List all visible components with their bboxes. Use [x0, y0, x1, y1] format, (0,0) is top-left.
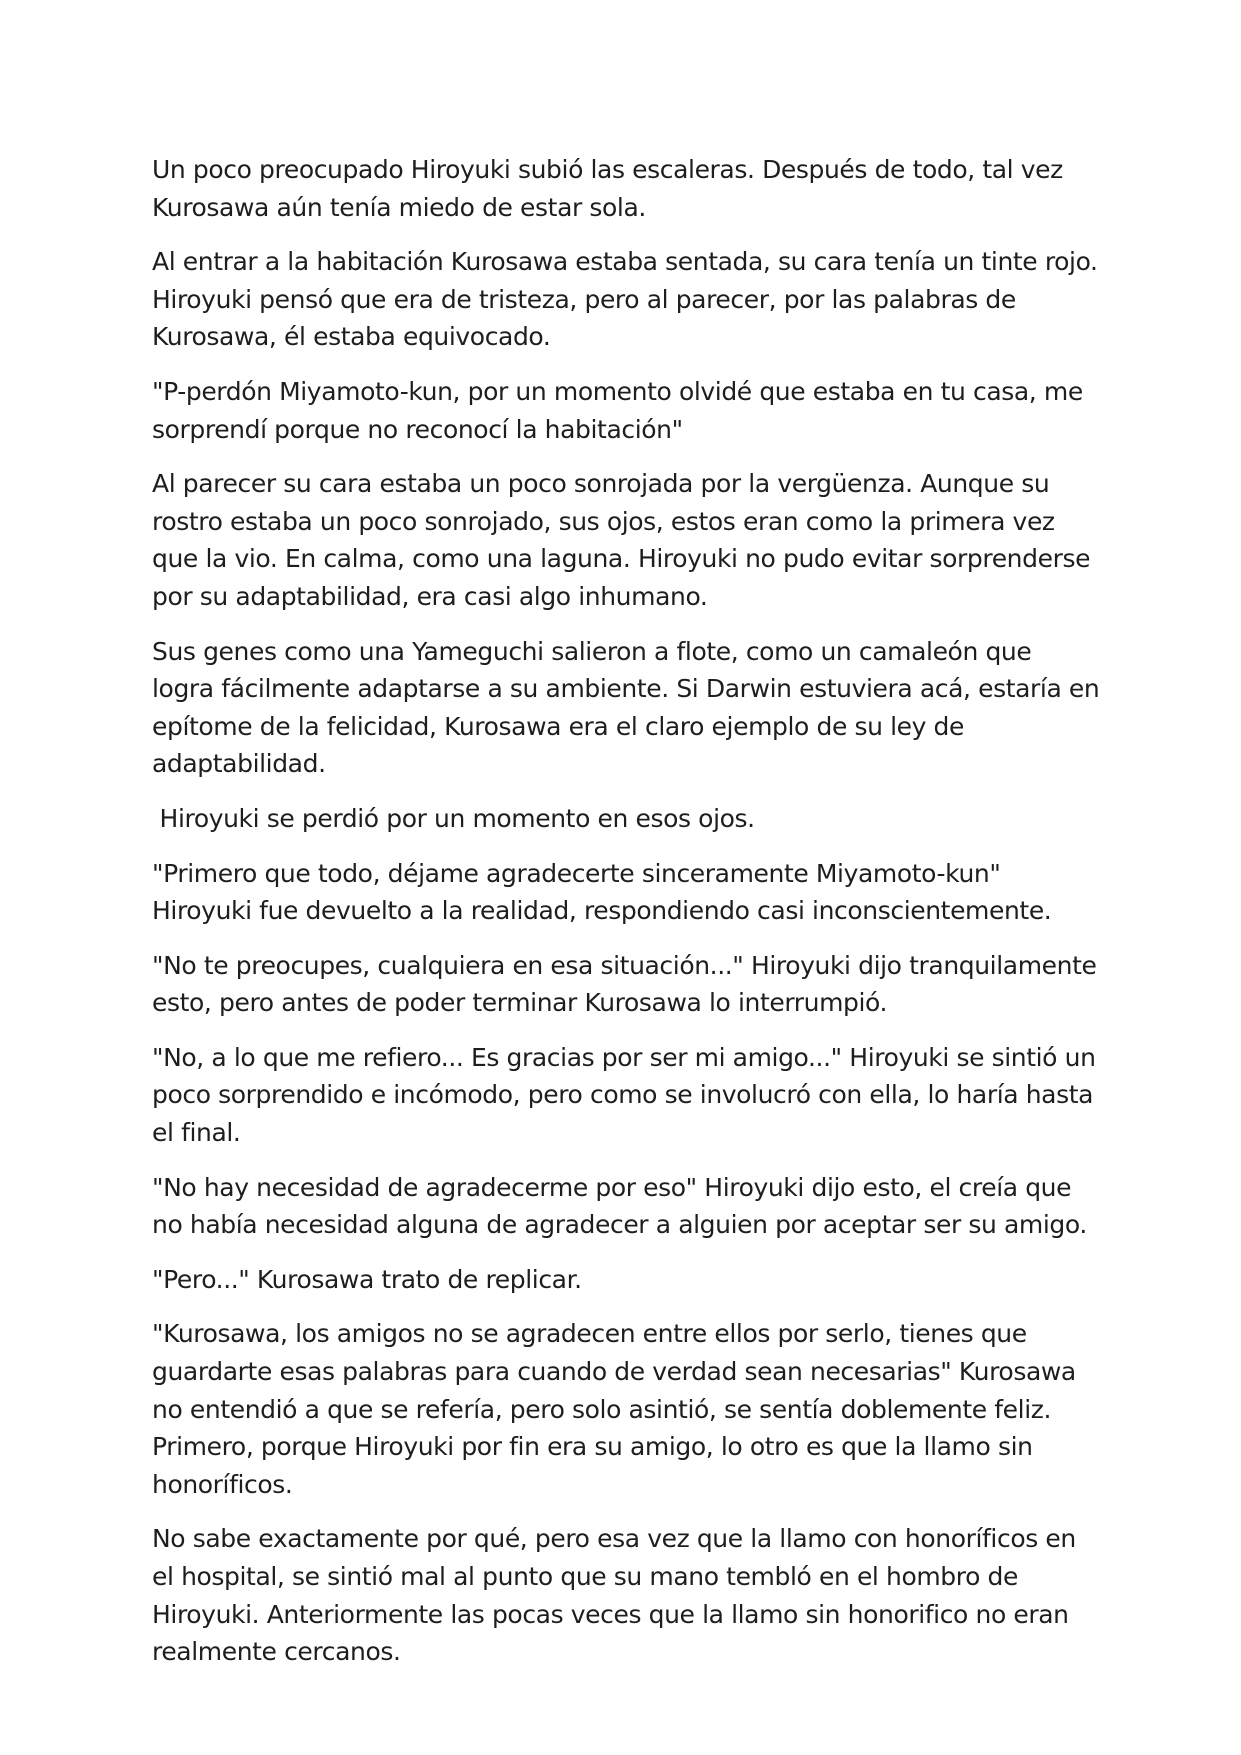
paragraph: "No te preocupes, cualquiera en esa situación..." Hiroyuki dijo tranquilamente esto, pero antes de poder terminar Kurosawa lo interrumpió. — [152, 950, 1105, 1018]
paragraph: Hiroyuki se perdió por un momento en esos ojos. — [152, 803, 755, 833]
body-text — [152, 151, 1107, 1688]
paragraph: "No, a lo que me refiero... Es gracias por ser mi amigo..." Hiroyuki se sintió un poco sorprendido e incómodo, pero como se involucró con ella, lo haría hasta el final. — [152, 1042, 1104, 1148]
paragraph: "Kurosawa, los amigos no se agradecen entre ellos por serlo, tienes que guardarte esas palabras para cuando de verdad sean necesarias" Kurosawa no entendió a que se refería, pero solo asintió, se sentía doblemente feliz. Primero, porque Hiroyuki por fin era su amigo, lo otro es que la llamo sin honoríficos. — [152, 1319, 1084, 1499]
paragraph: No sabe exactamente por qué, pero esa vez que la llamo con honoríficos en el hospital, se sintió mal al punto que su mano tembló en el hombro de Hiroyuki. Anteriormente las pocas veces que la llamo sin honorifico no eran realmente cercanos. — [152, 1524, 1084, 1667]
paragraph: "P-perdón Miyamoto-kun, por un momento olvidé que estaba en tu casa, me sorprendí porque no reconocí la habitación" — [152, 376, 1091, 444]
paragraph: "No hay necesidad de agradecerme por eso" Hiroyuki dijo esto, el creía que no había necesidad alguna de agradecer a alguien por aceptar ser su amigo. — [152, 1172, 1087, 1240]
paragraph: "Primero que todo, déjame agradecerte sinceramente Miyamoto-kun" Hiroyuki fue devuelto a la realidad, respondiendo casi inconscientemente. — [152, 858, 1052, 926]
paragraph: "Pero..." Kurosawa trato de replicar. — [152, 1264, 582, 1294]
paragraph: Al entrar a la habitación Kurosawa estaba sentada, su cara tenía un tinte rojo. Hiroyuki pensó que era de tristeza, pero al parecer, por las palabras de Kurosawa, él estaba equivocado. — [152, 247, 1106, 352]
paragraph: Al parecer su cara estaba un poco sonrojada por la vergüenza. Aunque su rostro estaba un poco sonrojado, sus ojos, estos eran como la primera vez que la vio. En calma, como una laguna. Hiroyuki no pudo evitar sorprenderse por su adaptabilidad, era casi algo inhumano. — [152, 469, 1098, 611]
paragraph: Sus genes como una Yameguchi salieron a flote, como un camaleón que logra fácilmente adaptarse a su ambiente. Si Darwin estuviera acá, estaría en epítome de la felicidad, Kurosawa era el claro ejemplo de su ley de adaptabilidad. — [152, 636, 1107, 779]
paragraph: Un poco preocupado Hiroyuki subió las escaleras. Después de todo, tal vez Kurosawa aún tenía miedo de estar sola. — [152, 155, 1071, 222]
